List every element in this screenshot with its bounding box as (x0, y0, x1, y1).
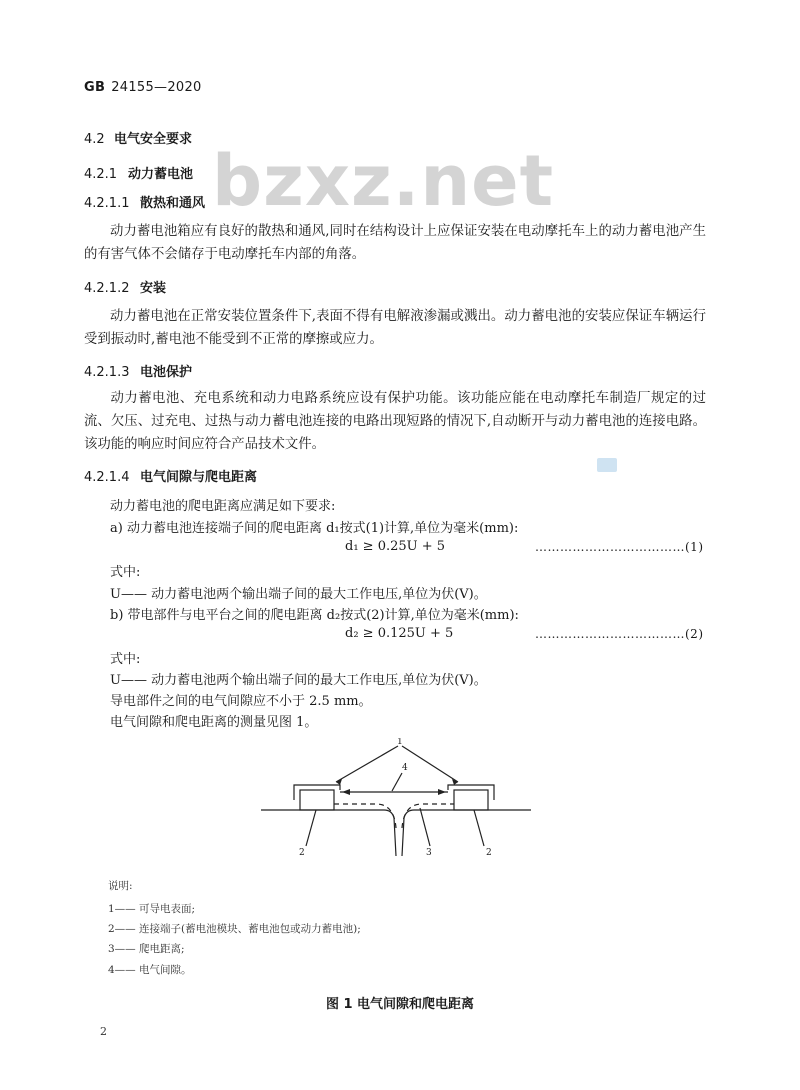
formula-1-number: ………………………………(1) (535, 540, 704, 554)
cap-right (448, 785, 494, 800)
leader-1-right (402, 746, 458, 782)
legend-item-2: 2—— 连接端子(蓄电池模块、蓄电池包或动力蓄电池); (108, 923, 361, 935)
formula-1: d₁ ≥ 0.25U + 5 (345, 539, 446, 554)
paragraph-installation: 动力蓄电池在正常安装位置条件下,表面不得有电解液渗漏或溅出。动力蓄电池的安装应保证车辆运行受到振动时,蓄电池不能受到不正常的摩擦或应力。 (84, 309, 706, 347)
heading-4-2-1-2: 4.2.1.2 安装 (84, 281, 167, 296)
cap-left (294, 785, 340, 800)
legend-item-4: 4—— 电气间隙。 (108, 964, 192, 976)
standard-number: 24155—2020 (111, 80, 202, 95)
terminal-right (454, 790, 488, 810)
heading-4-2-1-1: 4.2.1.1 散热和通风 (84, 196, 206, 211)
figure-label-1: 1 (397, 738, 403, 747)
clearance-requirement: 导电部件之间的电气间隙应不小于 2.5 mm。 (110, 694, 372, 709)
where-label-2: 式中: (110, 652, 141, 667)
surface-right (402, 810, 531, 856)
figure-label-4: 4 (402, 763, 408, 773)
figure-label-2-left: 2 (299, 848, 305, 858)
see-figure: 电气间隙和爬电距离的测量见图 1。 (110, 715, 318, 730)
heading-4-2-1-3: 4.2.1.3 电池保护 (84, 365, 193, 380)
legend-item-3: 3—— 爬电距离; (108, 943, 185, 955)
page-number: 2 (100, 1025, 107, 1038)
leader-4 (392, 773, 402, 791)
leader-2-left (306, 810, 316, 846)
arrowhead-left (342, 789, 350, 795)
item-a: a) 动力蓄电池连接端子间的爬电距离 d₁按式(1)计算,单位为毫米(mm): (110, 521, 519, 536)
paragraph-ventilation: 动力蓄电池箱应有良好的散热和通风,同时在结构设计上应保证安装在电动摩托车上的动力蓄电池产生的有害气体不会储存于电动摩托车内部的角落。 (84, 224, 706, 262)
paragraph-battery-protection: 动力蓄电池、充电系统和动力电路系统应设有保护功能。该功能应能在电动摩托车制造厂规定的过流、欠压、过充电、过热与动力蓄电池连接的电路出现短路的情况下,自动断开与动力蓄电池的连接电路。该功能的响应时间应符合产品技术文件。 (84, 391, 706, 452)
leader-2-right (474, 810, 484, 846)
figure-1-diagram (256, 738, 536, 858)
creepage-intro: 动力蓄电池的爬电距离应满足如下要求: (110, 499, 336, 514)
leader-3 (420, 808, 430, 846)
figure-caption: 图 1 电气间隙和爬电距离 (325, 997, 475, 1012)
heading-4-2-1: 4.2.1 动力蓄电池 (84, 167, 194, 182)
legend-title: 说明: (108, 880, 133, 892)
where-label-1: 式中: (110, 565, 141, 580)
figure-label-2-right: 2 (486, 848, 492, 858)
figure-label-3: 3 (426, 848, 432, 858)
heading-4-2: 4.2 电气安全要求 (84, 132, 193, 147)
formula-2: d₂ ≥ 0.125U + 5 (345, 626, 454, 641)
legend-item-1: 1—— 可导电表面; (108, 903, 196, 915)
formula-2-number: ………………………………(2) (535, 627, 704, 641)
terminal-left (300, 790, 334, 810)
leader-1-left (336, 746, 398, 782)
standard-prefix: GB (84, 80, 106, 95)
watermark: bzxz.net (212, 140, 555, 222)
heading-4-2-1-4: 4.2.1.4 电气间隙与爬电距离 (84, 470, 258, 485)
u-definition-2: U—— 动力蓄电池两个输出端子间的最大工作电压,单位为伏(V)。 (110, 673, 487, 688)
item-b: b) 带电部件与电平台之间的爬电距离 d₂按式(2)计算,单位为毫米(mm): (110, 608, 519, 623)
surface-left (261, 810, 396, 856)
u-definition-1: U—— 动力蓄电池两个输出端子间的最大工作电压,单位为伏(V)。 (110, 587, 487, 602)
arrowhead-right (438, 789, 446, 795)
badge-icon (597, 458, 617, 472)
standard-id (84, 80, 202, 95)
